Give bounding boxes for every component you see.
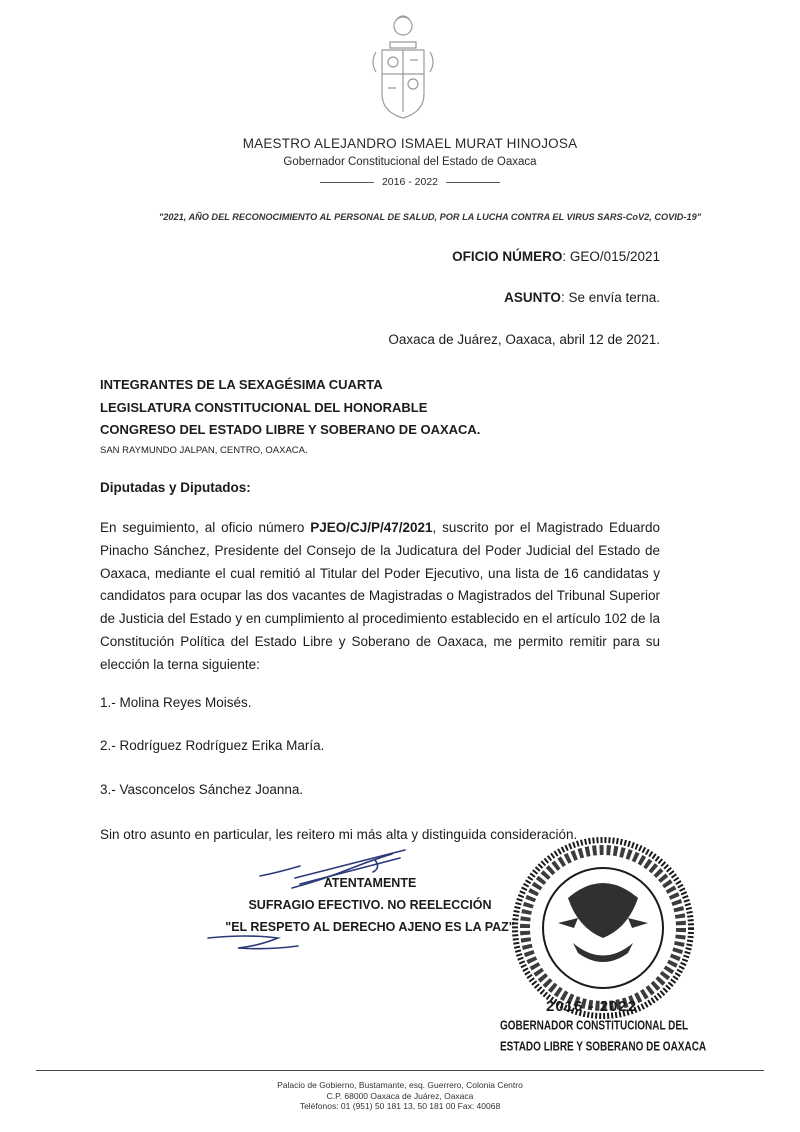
footer: [0, 1080, 800, 1112]
subject: [504, 290, 660, 305]
reference-number: PJEO/CJ/P/47/2021: [310, 520, 433, 535]
oaxaca-coat-of-arms-icon: [368, 12, 438, 124]
asunto-value: : Se envía terna.: [560, 290, 660, 305]
terna-item: 3.- Vasconcelos Sánchez Joanna.: [100, 782, 304, 797]
body-before: En seguimiento, al oficio número: [100, 520, 311, 535]
signoff-line-3: "EL RESPETO AL DERECHO AJENO ES LA PAZ": [225, 920, 515, 934]
governor-title: Gobernador Constitucional del Estado de Oaxaca: [283, 156, 537, 168]
governor-name: MAESTRO ALEJANDRO ISMAEL MURAT HINOJOSA: [242, 136, 578, 151]
footer-divider: [36, 1070, 764, 1071]
footer-phones: Teléfonos: 01 (951) 50 181 13, 50 181 00 Fax: 40068: [299, 1101, 501, 1111]
closing: Sin otro asunto en particular, les reitero mi más alta y distinguida consideración.: [100, 827, 578, 842]
terna-item: 2.- Rodríguez Rodríguez Erika María.: [100, 738, 325, 753]
addressee-line-2: LEGISLATURA CONSTITUCIONAL DEL HONORABLE: [100, 399, 428, 415]
oficio-value: : GEO/015/2021: [562, 249, 660, 264]
addressee-location: SAN RAYMUNDO JALPAN, CENTRO, OAXACA.: [100, 444, 308, 456]
seal-line-2: ESTADO LIBRE Y SOBERANO DE OAXACA: [500, 1040, 707, 1055]
divider: [446, 182, 500, 183]
year-motto: "2021, AÑO DEL RECONOCIMIENTO AL PERSONAL DE SALUD, POR LA LUCHA CONTRA EL VIRUS SARS-CoV2, COVID-19": [158, 212, 702, 222]
greeting: Diputadas y Diputados:: [100, 480, 251, 495]
footer-address: Palacio de Gobierno, Bustamante, esq. Guerrero, Colonia Centro: [277, 1080, 523, 1090]
divider: [320, 182, 374, 183]
term-years: [312, 174, 508, 190]
seal-years: 2016 - 2022: [546, 998, 638, 1015]
footer-postal: C.P. 68000 Oaxaca de Juárez, Oaxaca: [326, 1090, 474, 1101]
oficio-number: [452, 249, 660, 264]
oficio-label: OFICIO NÚMERO: [452, 249, 563, 264]
terna-item: 1.- Molina Reyes Moisés.: [100, 695, 252, 710]
signoff-block: [200, 872, 540, 938]
addressee-line-3: CONGRESO DEL ESTADO LIBRE Y SOBERANO DE OAXACA.: [100, 422, 481, 437]
seal-line-1: GOBERNADOR CONSTITUCIONAL DEL: [500, 1019, 689, 1034]
asunto-label: ASUNTO: [504, 290, 561, 305]
addressee: [100, 374, 480, 460]
body-paragraph: [100, 517, 660, 677]
signoff-line-2: SUFRAGIO EFECTIVO. NO REELECCIÓN: [248, 898, 492, 912]
signoff-line-1: ATENTAMENTE: [323, 876, 417, 890]
body-after: , suscrito por el Magistrado Eduardo Pinacho Sánchez, Presidente del Consejo de la Judicatura del Poder Judicial del Estado de Oaxaca, mediante el cual remitió al Titular del Poder Ejecutivo, una lista de 16 candidatas y candidatos para ocupar las dos vacantes de Magistradas o Magistrados del Tribunal Superior de Justicia del Estado y en cumplimiento al procedimiento establecido en el artículo 102 de la Constitución Política del Estado Libre y Soberano de Oaxaca, me permito remitir para su elección la terna siguiente:: [100, 520, 660, 672]
addressee-line-1: INTEGRANTES DE LA SEXAGÉSIMA CUARTA: [100, 377, 383, 392]
term-years-text: 2016 - 2022: [381, 176, 439, 188]
place-date: Oaxaca de Juárez, Oaxaca, abril 12 de 2021.: [388, 332, 660, 347]
